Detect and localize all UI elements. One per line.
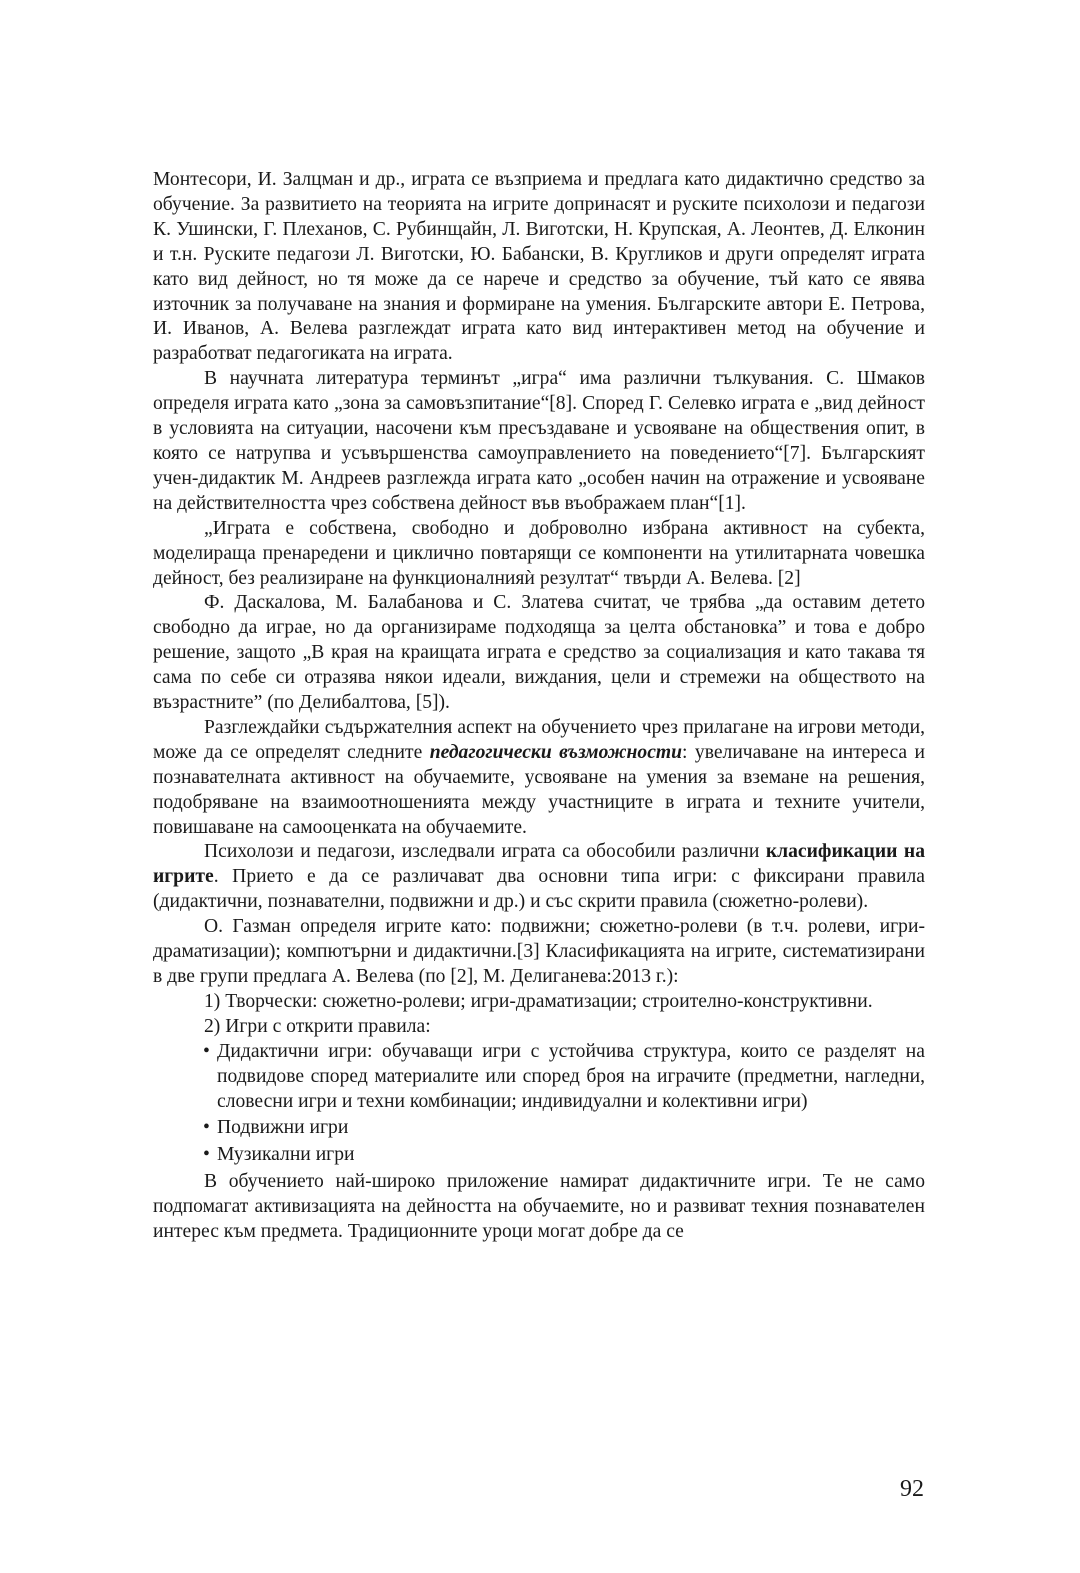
paragraph-7: О. Газман определя игрите като: подвижни; сюжетно-ролеви (в т.ч. ролеви, игри-драматизации); компютърни и дидактични.[3] Класификацията на игрите, систематизирани в две групи предлага А. Велева (по [2], М. Делиганева:2013 г.): bbox=[153, 916, 925, 987]
paragraph-10: В обучението най-широко приложение намират дидактичните игри. Те не само подпомагат активизацията на дейността на обучаемите, но и развиват техния познавателен интерес към предмета. Традиционните уроци могат добре да се bbox=[153, 1171, 925, 1243]
page-number: 92 bbox=[900, 1476, 924, 1502]
paragraph-6-text-a: Психолози и педагози, изследвали играта са обособили различни bbox=[204, 841, 766, 863]
paragraph-6 bbox=[153, 840, 925, 915]
paragraph-5-text-b: : увеличаване на интереса и познавателната активност на обучаемите, усвояване на умения за вземане на решения, подобряване на взаимоотношенията между участниците в играта и техните учители, повишаване на самооценката на обучаемите. bbox=[153, 741, 925, 838]
paragraph-3: „Играта е собствена, свободно и доброволно избрана активност на субекта, моделираща пренаредени и циклично повтарящи се компоненти на утилитарната човешка дейност, без реализиране на функционалнияѝ резултат“ твърди А. Велева. [2] bbox=[153, 517, 925, 589]
bullet-icon: • bbox=[203, 1144, 210, 1166]
bullet-item-mobile bbox=[203, 1116, 925, 1141]
list-item-open-rules-games: 2) Игри с открити правила: bbox=[204, 1015, 431, 1037]
bullet-icon: • bbox=[203, 1117, 210, 1139]
emphasis-pedagogical-opportunities: педагогически възможности bbox=[429, 741, 683, 763]
paragraph-1: Монтесори, И. Залцман и др., играта се възприема и предлага като дидактично средство за обучение. За развитието на теорията на игрите допринасят и руските психолози и педагози К. Ушински, Г. Плеханов, С. Рубинщайн, Л. Виготски, Н. Крупская, А. Леонтев, Д. Елконин и т.н. Руските педагози Л. Виготски, Ю. Бабански, В. Кругликов и други определят играта като вид дейност, но тя може да се нарече и средство за обучение, тъй като се явява източник за получаване на знания и формиране на умения. Българските автори Е. Петрова, И. Иванов, А. Велева разглеждат играта като вид интерактивен метод на обучение и разработват педагогиката на играта. bbox=[153, 169, 925, 365]
bullet-item-music bbox=[203, 1143, 925, 1168]
paragraph-2: В научната литература терминът „игра“ има различни тълкувания. С. Шмаков определя играта като „зона за самовъзпитание“[8]. Според Г. Селевко играта е „вид дейност в условията на ситуации, насочени към пресъздаване и усвояване на обществения опит, в която се натрупва и усъвършенства самоуправлението на поведението“[7]. Българският учен-дидактик М. Андреев разглежда играта като „особен начин на отражение и усвояване на действителността чрез собствена дейност във въображаем план“[1]. bbox=[153, 368, 925, 514]
paragraph-4: Ф. Даскалова, М. Балабанова и С. Златева считат, че трябва „да оставим детето свободно да играе, но да организираме подходяща за целта обстановка” и това е добро решение, защото „В края на краищата играта е средство за социализация и като такава тя сама по себе си отразява някои идеали, виждания, цели и стремежи на обществото на възрастните” (по Делибалтова, [5]). bbox=[153, 592, 925, 714]
emphasis-game-classifications: класификации на игрите bbox=[153, 841, 925, 888]
paragraph-5 bbox=[153, 716, 925, 841]
bullet-item-didactic bbox=[203, 1040, 925, 1115]
bullet-text: Дидактични игри: обучаващи игри с устойчива структура, които се разделят на подвидове според материалите или според броя на играчите (предметни, нагледни, словесни игри и техни комбинации; индивидуални и колективни игри) bbox=[217, 1040, 925, 1112]
bullet-text: Музикални игри bbox=[217, 1144, 355, 1166]
bullet-text: Подвижни игри bbox=[217, 1117, 349, 1139]
bullet-icon: • bbox=[203, 1040, 210, 1062]
list-item-creative-games: 1) Творчески: сюжетно-ролеви; игри-драматизации; строително-конструктивни. bbox=[204, 990, 873, 1012]
document-body bbox=[153, 168, 925, 1245]
bullet-list bbox=[153, 1040, 925, 1169]
paragraph-6-text-b: . Прието е да се различават два основни типа игри: с фиксирани правила (дидактични, познавателни, подвижни и др.) и със скрити правила (сюжетно-ролеви). bbox=[153, 866, 925, 913]
paragraph-5-text-a: Разглеждайки съдържателния аспект на обучението чрез прилагане на игрови методи, може да се определят следните bbox=[153, 716, 925, 763]
